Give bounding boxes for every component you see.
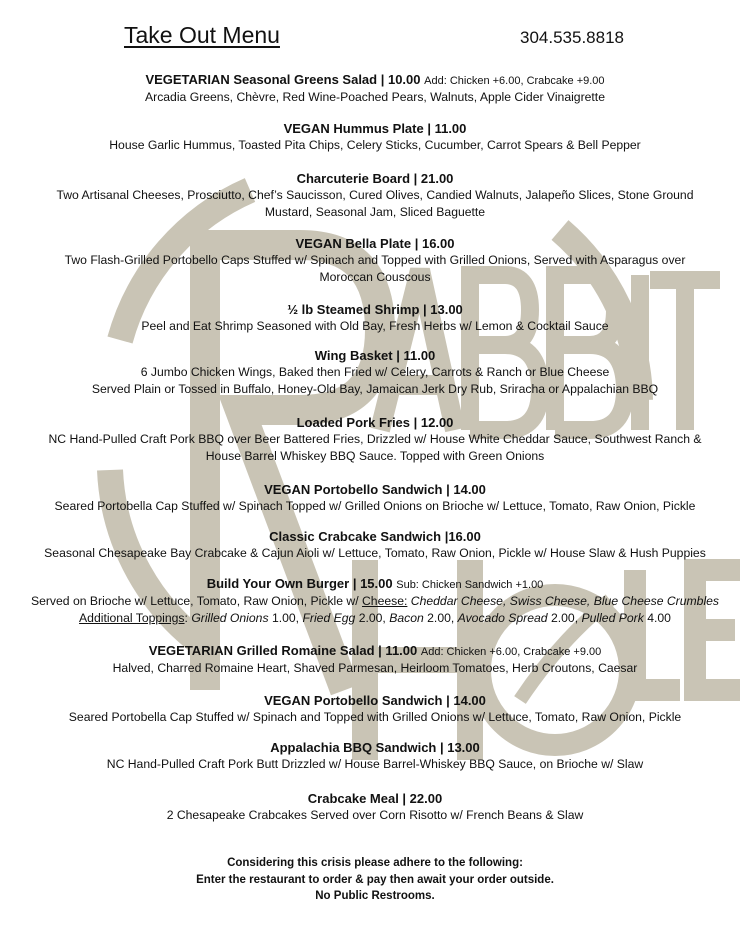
item-addon: Sub: Chicken Sandwich +1.00	[396, 579, 544, 591]
item-description: Peel and Eat Shrimp Seasoned with Old Bay, Fresh Herbs w/ Lemon & Cocktail Sauce	[141, 319, 609, 333]
item-description: House Barrel Whiskey BBQ Sauce. Topped with Green Onions	[205, 448, 545, 463]
notice-line: Enter the restaurant to order & pay then await your order outside.	[196, 873, 554, 886]
item-description: 6 Jumbo Chicken Wings, Baked then Fried w/ Celery, Carrots & Ranch or Blue Cheese	[140, 365, 610, 379]
item-name: VEGETARIAN Grilled Romaine Salad | 11.00 Add: Chicken +6.00, Crabcake +9.00	[148, 643, 602, 658]
menu-item	[30, 643, 720, 677]
item-description: Moroccan Couscous	[319, 269, 431, 284]
item-description: NC Hand-Pulled Craft Pork Butt Drizzled w/ House Barrel-Whiskey BBQ Sauce, on Brioche w/ Slaw	[106, 757, 644, 771]
toppings-label: Additional Toppings	[79, 610, 185, 625]
menu-item	[30, 72, 720, 106]
item-name: VEGAN Bella Plate | 16.00	[295, 236, 455, 251]
menu-item	[30, 576, 720, 626]
item-description: Two Flash-Grilled Portobello Caps Stuffed w/ Spinach and Topped with Grilled Onions, Served with Asparagus over	[64, 253, 686, 267]
item-description: Seared Portobella Cap Stuffed w/ Spinach Topped w/ Grilled Onions on Brioche w/ Lettuce, Tomato, Raw Onion, Pickle	[54, 499, 696, 513]
item-description: Two Artisanal Cheeses, Prosciutto, Chef’s Saucisson, Cured Olives, Candied Walnuts, Jalapeño Slices, Stone Ground	[56, 188, 694, 202]
menu-item	[30, 529, 720, 562]
item-name: VEGETARIAN Seasonal Greens Salad | 10.00 Add: Chicken +6.00, Crabcake +9.00	[145, 72, 605, 87]
cheese-options: Cheddar Cheese, Swiss Cheese, Blue Cheese Crumbles	[410, 594, 720, 608]
menu-item	[30, 740, 720, 773]
item-name: Classic Crabcake Sandwich |16.00	[269, 529, 481, 544]
item-description: House Garlic Hummus, Toasted Pita Chips, Celery Sticks, Cucumber, Carrot Spears & Bell Pepper	[109, 138, 641, 152]
item-description: Seared Portobella Cap Stuffed w/ Spinach and Topped with Grilled Onions w/ Lettuce, Tomato, Raw Onion, Pickle	[68, 710, 682, 724]
item-description: 2 Chesapeake Crabcakes Served over Corn Risotto w/ French Beans & Slaw	[166, 808, 584, 822]
menu-item	[30, 171, 720, 220]
menu-item	[30, 791, 720, 824]
item-description: Served Plain or Tossed in Buffalo, Honey-Old Bay, Jamaican Jerk Dry Rub, Sriracha or Appalachian BBQ	[91, 381, 659, 396]
item-name: VEGAN Portobello Sandwich | 14.00	[264, 482, 486, 497]
item-name: ½ lb Steamed Shrimp | 13.00	[287, 302, 463, 317]
item-description: Seasonal Chesapeake Bay Crabcake & Cajun Aioli w/ Lettuce, Tomato, Raw Onion, Pickle w/ House Slaw & Hush Puppies	[44, 546, 706, 560]
item-description: Mustard, Seasonal Jam, Sliced Baguette	[264, 204, 486, 219]
item-description: Halved, Charred Romaine Heart, Shaved Parmesan, Heirloom Tomatoes, Herb Croutons, Caesar	[112, 661, 638, 675]
menu-item	[30, 302, 720, 335]
menu-item	[30, 121, 720, 154]
menu-item	[30, 236, 720, 285]
menu-header	[0, 22, 750, 56]
item-addon: Add: Chicken +6.00, Crabcake +9.00	[420, 646, 602, 658]
item-name: Build Your Own Burger | 15.00 Sub: Chicken Sandwich +1.00	[206, 576, 544, 591]
menu-title: Take Out Menu	[124, 22, 280, 48]
toppings-line: Additional Toppings: Grilled Onions 1.00, Fried Egg 2.00, Bacon 2.00, Avocado Spread 2.00, Pulled Pork 4.00	[79, 610, 671, 625]
notice-line: Considering this crisis please adhere to the following:	[227, 857, 523, 869]
item-name: Crabcake Meal | 22.00	[307, 791, 443, 806]
phone-number: 304.535.8818	[520, 28, 624, 47]
item-description: NC Hand-Pulled Craft Pork BBQ over Beer Battered Fries, Drizzled w/ House White Cheddar Sauce, Southwest Ranch &	[48, 432, 702, 446]
item-description: Served on Brioche w/ Lettuce, Tomato, Raw Onion, Pickle w/ Cheese: Cheddar Cheese, Swiss Cheese, Blue Cheese Crumbles	[30, 594, 720, 608]
item-name: Wing Basket | 11.00	[314, 348, 436, 363]
item-name: Charcuterie Board | 21.00	[296, 171, 454, 186]
menu-item	[30, 415, 720, 464]
item-name: Appalachia BBQ Sandwich | 13.00	[270, 740, 480, 755]
notice-line: No Public Restrooms.	[315, 890, 435, 902]
item-name: VEGAN Hummus Plate | 11.00	[283, 121, 467, 136]
item-description: Arcadia Greens, Chèvre, Red Wine-Poached Pears, Walnuts, Apple Cider Vinaigrette	[145, 90, 605, 104]
menu-item	[30, 482, 720, 515]
item-name: Loaded Pork Fries | 12.00	[296, 415, 454, 430]
crisis-notice	[0, 855, 750, 905]
menu-item	[30, 693, 720, 726]
item-name: VEGAN Portobello Sandwich | 14.00	[264, 693, 486, 708]
item-addon: Add: Chicken +6.00, Crabcake +9.00	[424, 75, 605, 87]
menu-item	[30, 348, 720, 397]
cheese-label: Cheese:	[362, 594, 408, 608]
